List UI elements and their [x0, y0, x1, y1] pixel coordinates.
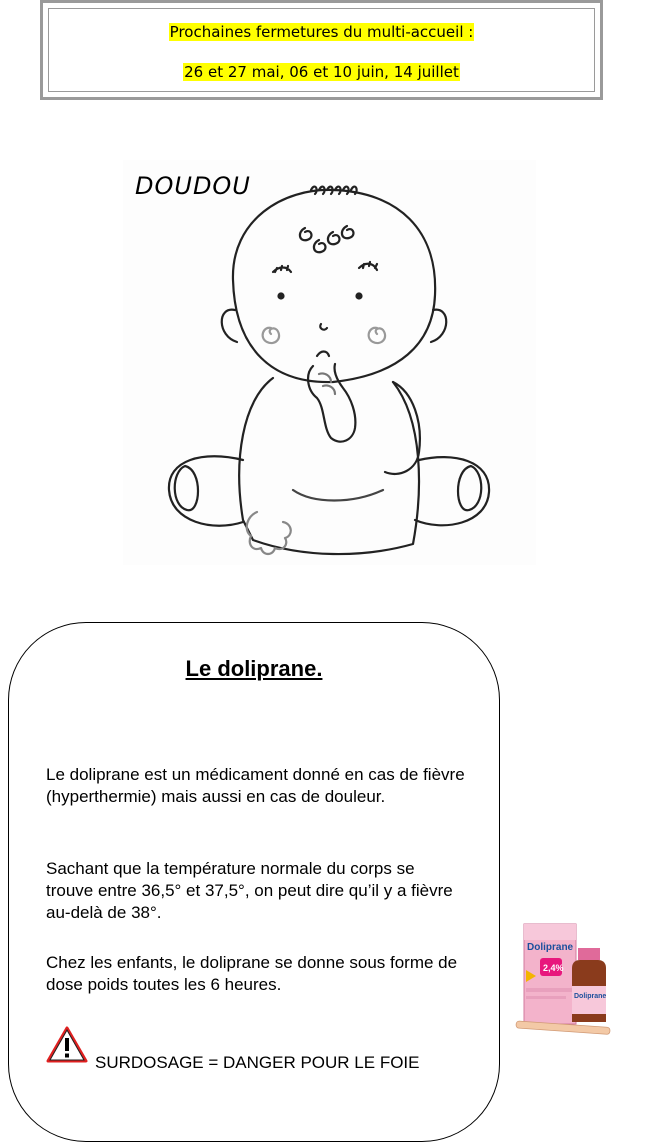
- overdose-warning-text: SURDOSAGE = DANGER POUR LE FOIE: [95, 1053, 420, 1072]
- info-title: Le doliprane.: [185, 656, 323, 681]
- warning-triangle-icon: [46, 1026, 88, 1063]
- doudou-label: DOUDOU: [135, 172, 251, 200]
- paragraph-dosage: Chez les enfants, le doliprane se donne sous forme de dose poids toutes les 6 heures.: [46, 953, 458, 994]
- box-concentration: 2,4%: [543, 963, 564, 973]
- closure-notice: [40, 0, 603, 100]
- baby-drawing: [123, 160, 536, 565]
- bottle-brand: Doliprane: [574, 993, 607, 1000]
- paragraph-definition: Le doliprane est un médicament donné en cas de fièvre (hyperthermie) mais aussi en cas de douleur.: [46, 765, 465, 806]
- closure-notice-title: Prochaines fermetures du multi-accueil :: [169, 23, 474, 41]
- doliprane-product-image: [510, 920, 630, 1052]
- closure-notice-inner: [48, 8, 595, 92]
- closure-dates: 26 et 27 mai, 06 et 10 juin, 14 juillet: [184, 63, 459, 81]
- paragraph-temperature: Sachant que la température normale du corps se trouve entre 36,5° et 37,5°, on peut dire qu’il y a fièvre au-delà de 38°.: [46, 859, 453, 922]
- box-brand: Doliprane: [527, 942, 574, 953]
